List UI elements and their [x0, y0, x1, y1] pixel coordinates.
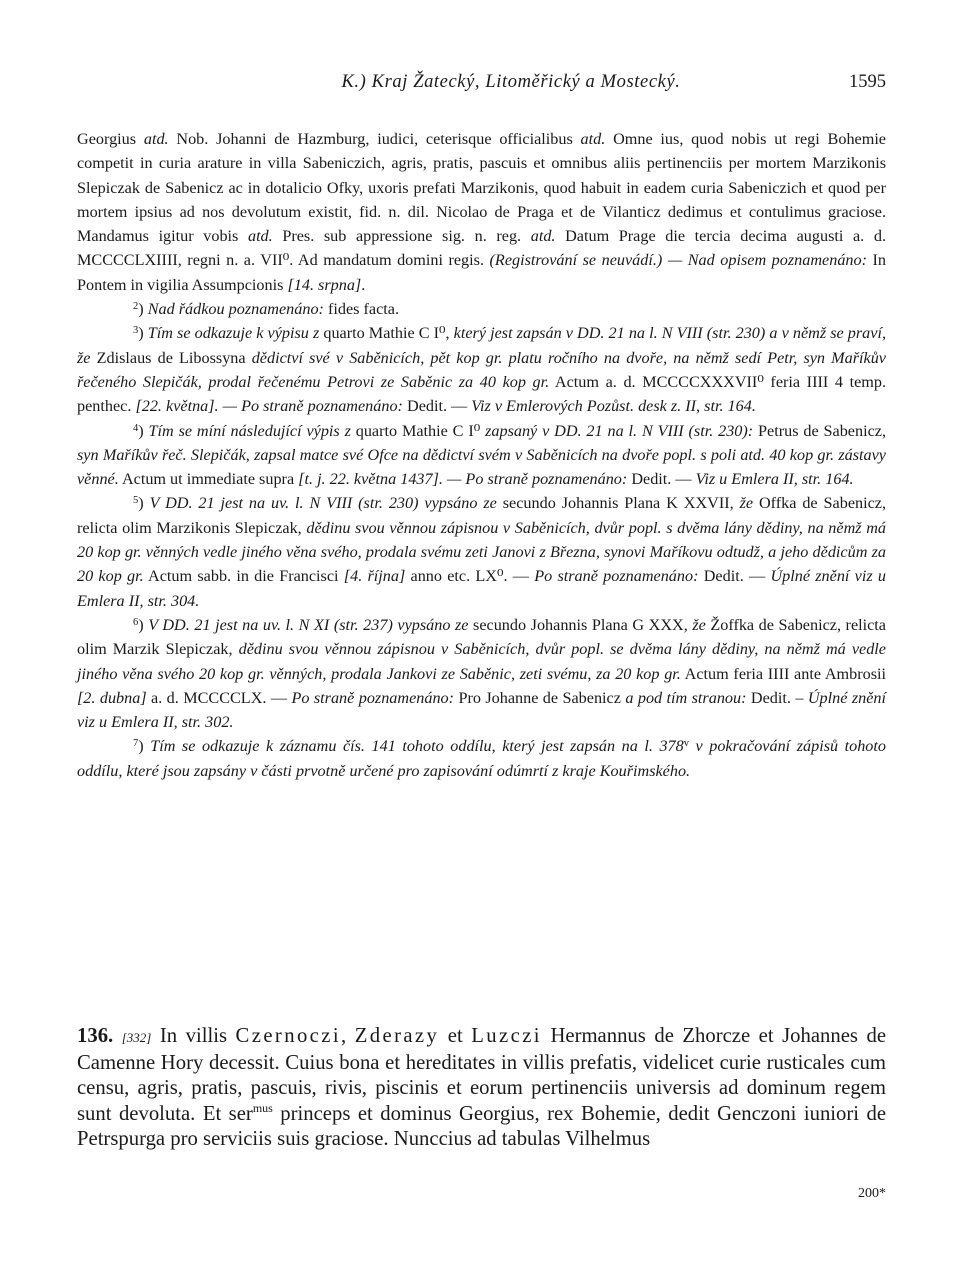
place-name: Czernoczi	[235, 1025, 341, 1047]
running-title: K.) Kraj Žatecký, Litoměřický a Mostecký.	[341, 72, 681, 92]
footnote-5: $^5$) V DD. 21 jest na uv. l. N VIII (str. 230) vypsáno ze secundo Johannis Plana K XXVII, že Offka de Sabenicz, relicta olim Marzikonis Slepiczak, dědinu svou věnnou zápisnou v Saběnicích, dvůr popl. s dvěma lány dědiny, na němž má 20 kop gr. věnných vedle jiného věna svého, prodala svému zeti Janovi z Března, synovi Maříkovu odtudž, a jeho dědicům za 20 kop gr. Actum sabb. in die Francisci [4. října] anno etc. LX⁰. — Po straně poznamenáno: Dedit. — Úplné znění viz u Emlera II, str. 304.	[77, 494, 887, 610]
place-name: Zderazy	[354, 1025, 440, 1047]
entry-136	[77, 1024, 886, 1153]
footnote-number: 7	[133, 738, 139, 750]
footnote-2: $^2$) Nad řádkou poznamenáno: fides facta.	[133, 300, 400, 319]
entry-reference: [332]	[121, 1030, 152, 1045]
page-header	[76, 72, 886, 102]
footnote-number: 2	[133, 301, 139, 313]
continued-note: Georgius atd. Nob. Johanni de Hazmburg, iudici, ceterisque officialibus atd. Omne ius, quod nobis ut regi Bohemie competit in curia arature in villa Sabeniczich, agris, pratis, pascuis et omnibus aliis pertinenciis per mortem Marzikonis Slepiczak de Sabenicz ac in dotalicio Ofky, uxoris prefati Marzikonis, quod habuit in eadem curia Sabeniczich et quod per mortem ipsius ad nos devolutum existit, fid. n. dil. Nicolao de Praga et de Vilanticz dedimus et contulimus graciose. Mandamus igitur vobis atd. Pres. sub appressione sig. n. reg. atd. Datum Prage die tercia decima augusti a. d. MCCCCLXIIII, regni n. a. VII⁰. Ad mandatum domini regis. (Registrování se neuvádí.) — Nad opisem poznamenáno: In Pontem in vigilia Assumpcionis [14. srpna].	[77, 130, 887, 294]
footnote-3: $^3$) Tím se odkazuje k výpisu z quarto Mathie C I⁰, který jest zapsán v DD. 21 na l. N VIII (str. 230) a v němž se praví, že Zdislaus de Libossyna dědictví své v Saběnicích, pět kop gr. platu ročního na dvoře, na němž sedí Petr, syn Maříkův řečeného Slepičák, prodal řečenému Petrovi ze Saběnic za 40 kop gr. Actum a. d. MCCCCXXXVII⁰ feria IIII 4 temp. penthec. [22. května]. — Po straně poznamenáno: Dedit. — Viz v Emlerových Pozůst. desk z. II, str. 164.	[77, 324, 887, 416]
footnote-6: $^6$) V DD. 21 jest na uv. l. N XI (str. 237) vypsáno ze secundo Johannis Plana G XXX, že Žoffka de Sabenicz, relicta olim Marzik Slepiczak, dědinu svou věnnou zápisnou v Saběnicích, dvůr popl. se dvěma lány dědiny, na němž má vedle jiného věna svého 20 kop gr. věnných, prodala Jankovi ze Saběnic, zeti svému, za 20 kop gr. Actum feria IIII ante Ambrosii [2. dubna] a. d. MCCCCLX. — Po straně poznamenáno: Pro Johanne de Sabenicz a pod tím stranou: Dedit. – Úplné znění viz u Emlera II, str. 302.	[77, 615, 886, 732]
footnote-4: $^4$) Tím se míní následující výpis z quarto Mathie C I⁰ zapsaný v DD. 21 na l. N VIII (str. 230): Petrus de Sabenicz, syn Maříkův řeč. Slepičák, zapsal matce své Ofce na dědictví svém v Saběnicích na dvoře popl. s poli atd. 40 kop gr. zástavy věnné. Actum ut immediate supra [t. j. 22. května 1437]. — Po straně poznamenáno: Dedit. — Viz u Emlera II, str. 164.	[77, 421, 886, 489]
page-number: 1595	[849, 72, 886, 92]
entry-text: 136. [332] In villis Czernoczi, Zderazy et Luzczi Hermannus de Zhorcze et Johannes de Camenne Hory decessit. Cuius bona et hereditates in villis prefatis, videlicet curie rusticales cum censu, agris, pratis, pascuis, rivis, piscinis et eorum pertinenciis universis ad dominum regem sunt devoluta. Et ser$^{mus}$ princeps et dominus Georgius, rex Bohemie, dedit Genczoni iuniori de Petrspurga pro serviciis suis graciose. Nunccius ad tabulas Vilhelmus	[77, 1025, 887, 1151]
footnote-number: 4	[133, 422, 139, 434]
signature-mark: 200*	[858, 1186, 886, 1201]
footnote-number: 6	[133, 616, 139, 628]
footnote-number: 3	[133, 325, 139, 337]
footnote-number: 5	[133, 495, 139, 507]
footnote-7: $^7$) Tím se odkazuje k záznamu čís. 141 tohoto oddílu, který jest zapsán na l. 378$^v$ v pokračování zápisů tohoto oddílu, které jsou zapsány v části prvotně určené pro zapisování odúmrtí z kraje Kouřimského.	[77, 737, 886, 780]
entry-number: 136.	[77, 1025, 114, 1047]
place-name: Luzczi	[471, 1025, 542, 1047]
footnotes-section	[77, 127, 886, 783]
